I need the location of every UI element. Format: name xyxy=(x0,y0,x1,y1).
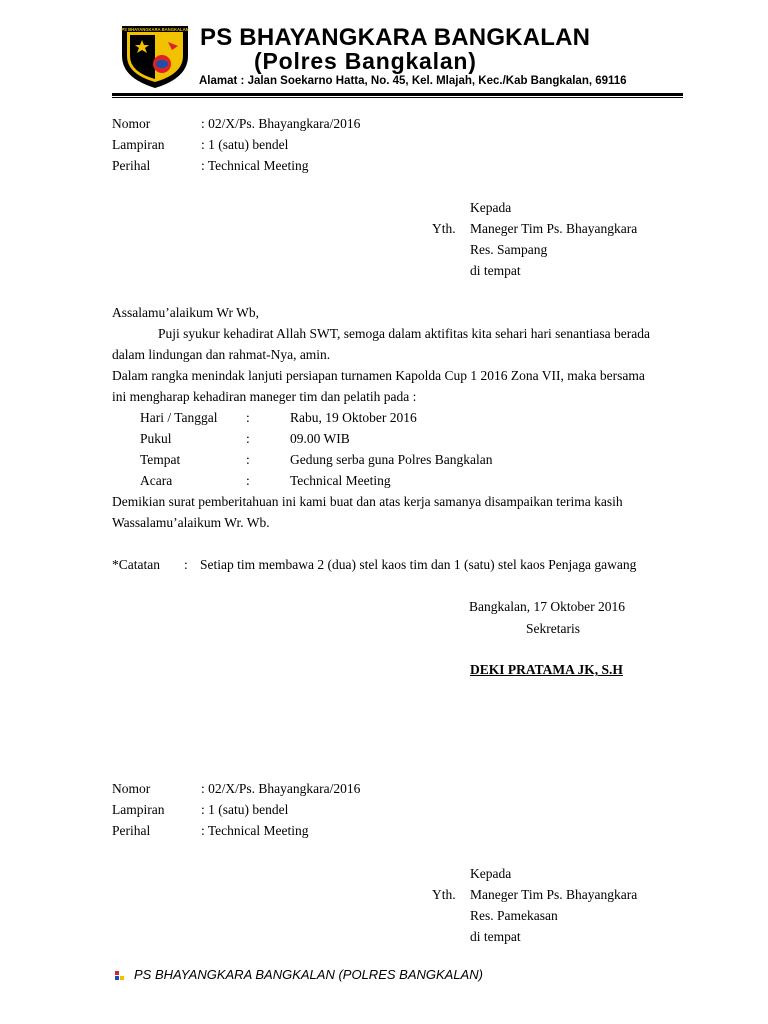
body-line: dalam lindungan dan rahmat-Nya, amin. xyxy=(112,347,331,362)
body-line: Puji syukur kehadirat Allah SWT, semoga dalam aktifitas kita sehari hari senantiasa berada xyxy=(158,326,650,341)
letterhead-divider xyxy=(112,93,683,96)
note-colon: : xyxy=(184,557,188,572)
closing-line: Wassalamu’alaikum Wr. Wb. xyxy=(112,515,270,530)
recipient-line: Res. Pamekasan xyxy=(470,908,558,923)
recipient-line: Maneger Tim Ps. Bhayangkara xyxy=(470,887,638,902)
footer-bullet-icon xyxy=(114,969,126,981)
note-text: Setiap tim membawa 2 (dua) stel kaos tim dan 1 (satu) stel kaos Penjaga gawang xyxy=(200,557,637,572)
nomor-value: : 02/X/Ps. Bhayangkara/2016 xyxy=(201,781,361,796)
signature-role: Sekretaris xyxy=(526,621,580,636)
detail-colon: : xyxy=(246,452,250,467)
lampiran-value: : 1 (satu) bendel xyxy=(201,137,289,152)
detail-label: Tempat xyxy=(140,452,181,467)
perihal-label: Perihal xyxy=(112,823,151,838)
recipient-kepada: Kepada xyxy=(470,866,512,881)
signature-name: DEKI PRATAMA JK, S.H xyxy=(470,662,623,677)
perihal-label: Perihal xyxy=(112,158,151,173)
body-line: ini mengharap kehadiran maneger tim dan pelatih pada : xyxy=(112,389,417,404)
nomor-value: : 02/X/Ps. Bhayangkara/2016 xyxy=(201,116,361,131)
detail-colon: : xyxy=(246,410,250,425)
signature-place-date: Bangkalan, 17 Oktober 2016 xyxy=(469,599,625,614)
detail-label: Hari / Tanggal xyxy=(140,410,218,425)
recipient-kepada: Kepada xyxy=(470,200,512,215)
note-label: *Catatan xyxy=(112,557,160,572)
detail-label: Acara xyxy=(140,473,173,488)
detail-value: Gedung serba guna Polres Bangkalan xyxy=(290,452,493,467)
detail-value: Rabu, 19 Oktober 2016 xyxy=(290,410,417,425)
recipient-yth: Yth. xyxy=(432,221,456,236)
recipient-line: di tempat xyxy=(470,263,521,278)
recipient-line: di tempat xyxy=(470,929,521,944)
club-logo xyxy=(118,20,192,90)
recipient-line: Res. Sampang xyxy=(470,242,548,257)
perihal-value: : Technical Meeting xyxy=(201,823,309,838)
org-subtitle: (Polres Bangkalan) xyxy=(254,48,477,74)
org-address: Alamat : Jalan Soekarno Hatta, No. 45, Kel. Mlajah, Kec./Kab Bangkalan, 69116 xyxy=(199,75,627,87)
body-line: Dalam rangka menindak lanjuti persiapan turnamen Kapolda Cup 1 2016 Zona VII, maka bersama xyxy=(112,368,645,383)
detail-colon: : xyxy=(246,431,250,446)
recipient-yth: Yth. xyxy=(432,887,456,902)
detail-label: Pukul xyxy=(140,431,172,446)
greeting: Assalamu’alaikum Wr Wb, xyxy=(112,305,260,320)
org-name: PS BHAYANGKARA BANGKALAN xyxy=(200,24,591,51)
nomor-label: Nomor xyxy=(112,781,151,796)
lampiran-value: : 1 (satu) bendel xyxy=(201,802,289,817)
nomor-label: Nomor xyxy=(112,116,151,131)
lampiran-label: Lampiran xyxy=(112,137,165,152)
detail-value: Technical Meeting xyxy=(290,473,391,488)
letterhead-divider-thin xyxy=(112,97,683,98)
closing-line: Demikian surat pemberitahuan ini kami buat dan atas kerja samanya disampaikan terima kasih xyxy=(112,494,623,509)
perihal-value: : Technical Meeting xyxy=(201,158,309,173)
recipient-line: Maneger Tim Ps. Bhayangkara xyxy=(470,221,638,236)
footer-text: PS BHAYANGKARA BANGKALAN (POLRES BANGKALAN) xyxy=(134,967,483,982)
detail-value: 09.00 WIB xyxy=(290,431,350,446)
logo-lettering: PS BHAYANGKARA BANGKALAN xyxy=(121,27,189,32)
detail-colon: : xyxy=(246,473,250,488)
lampiran-label: Lampiran xyxy=(112,802,165,817)
